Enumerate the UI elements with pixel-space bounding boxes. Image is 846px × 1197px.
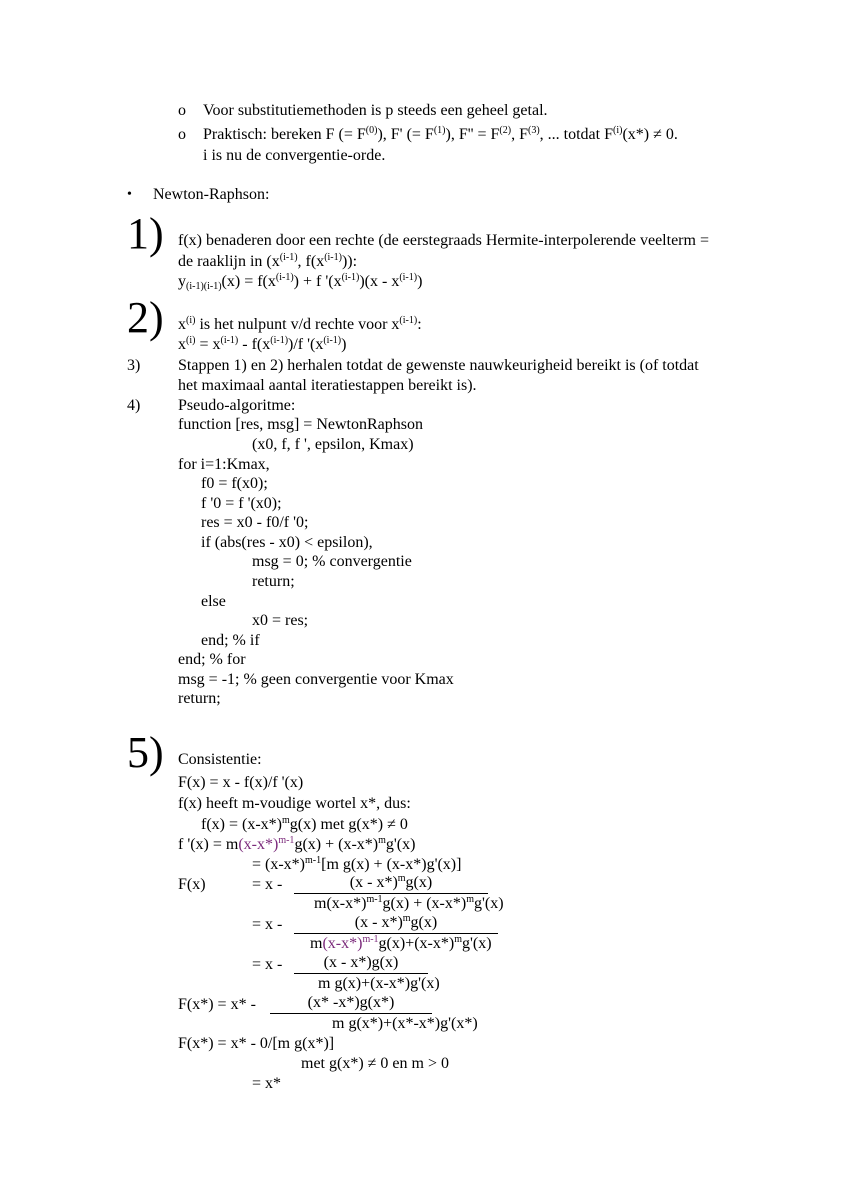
step-text: het maximaal aantal iteratiestappen bereikt is). bbox=[178, 377, 477, 394]
code-line: end; % for bbox=[178, 651, 246, 668]
code-line: function [res, msg] = NewtonRaphson bbox=[178, 416, 423, 433]
step-text: de raaklijn in ($x^{(i-1)}$, $f(x^{(i-1)})$): bbox=[178, 252, 358, 270]
step-text: f(x) benaderen door een rechte (de eerstegraads Hermite-interpolerende veelterm = bbox=[178, 232, 709, 249]
sub-bullet-marker: o bbox=[178, 126, 186, 143]
step-text: $x^{(i)}$ is het nulpunt v/d rechte voor $x^{(i-1)}$: bbox=[178, 315, 422, 333]
fraction-denominator: m g(x)+(x-x*)g'(x) bbox=[318, 975, 440, 992]
equation-label: F(x) bbox=[178, 876, 206, 893]
sub-bullet-marker: o bbox=[178, 102, 186, 119]
code-line: x0 = res; bbox=[252, 612, 309, 629]
code-line: else bbox=[201, 593, 226, 610]
equation: F(x*) = x* - bbox=[178, 996, 256, 1013]
bullet-marker: • bbox=[127, 187, 132, 202]
fraction-numerator: (x* -x*)g(x*) bbox=[270, 993, 432, 1014]
code-line: msg = -1; % geen convergentie voor Kmax bbox=[178, 671, 454, 688]
code-line: return; bbox=[178, 690, 221, 707]
code-line: res = x0 - f0/f '0; bbox=[201, 514, 309, 531]
step-title: Pseudo-algoritme: bbox=[178, 397, 296, 414]
step-number: 3) bbox=[127, 357, 141, 374]
code-line: return; bbox=[252, 573, 295, 590]
code-line: f0 = f(x0); bbox=[201, 475, 268, 492]
equation: = x - bbox=[252, 876, 283, 893]
fraction-denominator: $m(x-x*)^{m-1}g(x) + (x-x*)^mg'(x)$ bbox=[314, 894, 504, 912]
code-line: if (abs(res - x0) < epsilon), bbox=[201, 534, 373, 551]
code-line: msg = 0; % convergentie bbox=[252, 553, 412, 570]
code-line: (x0, f, f ', epsilon, Kmax) bbox=[252, 436, 414, 453]
step-title: Consistentie: bbox=[178, 751, 262, 768]
code-line: for i=1:Kmax, bbox=[178, 456, 270, 473]
code-line: end; % if bbox=[201, 632, 260, 649]
equation: f(x) heeft m-voudige wortel x*, dus: bbox=[178, 795, 411, 812]
step-number: 4) bbox=[127, 397, 141, 414]
step-number: 2) bbox=[127, 293, 164, 342]
equation: $x^{(i)} = x^{(i-1)} - f(x^{(i-1)})/f$ '$(x^{(i-1)})$ bbox=[178, 335, 347, 353]
section-heading: Newton-Raphson: bbox=[153, 186, 270, 203]
sub-bullet-continuation: i is nu de convergentie-orde. bbox=[203, 147, 386, 164]
step-number: 1) bbox=[127, 209, 164, 258]
step-number: 5) bbox=[127, 728, 164, 777]
equation: = x* bbox=[252, 1075, 282, 1092]
equation: f '$(x) = m(x-x*)^{m-1}g(x) + (x-x*)^mg'(x)$ bbox=[178, 835, 416, 853]
equation: met g(x*) ≠ 0 en m > 0 bbox=[301, 1055, 449, 1072]
fraction-numerator: (x - x*)$^m$g(x) bbox=[294, 913, 498, 934]
code-line: f '0 = f '(x0); bbox=[201, 495, 282, 512]
fraction-numerator: (x - x*)g(x) bbox=[294, 953, 428, 974]
equation: $f(x) = (x-x*)^mg(x)$ met g(x*) ≠ 0 bbox=[201, 815, 408, 833]
equation: = x - bbox=[252, 956, 283, 973]
equation: $y_{(i-1)(i-1)}(x) = f(x^{(i-1)}) + f$ '$(x^{(i-1)})(x - x^{(i-1)})$ bbox=[178, 272, 423, 292]
equation: F(x) = x - f(x)/f '(x) bbox=[178, 774, 304, 791]
sub-bullet-text: Praktisch: bereken F (= $F^{(0)}$), F' (= $F^{(1)}$), $F'' = F^{(2)}$, $F^{(3)}$, ... totdat $F^{(i)}(x*) \ne 0$. bbox=[203, 125, 678, 143]
equation: F(x*) = x* - 0/[m g(x*)] bbox=[178, 1035, 335, 1052]
equation: = x - bbox=[252, 916, 283, 933]
sub-bullet-text: Voor substitutiemethoden is p steeds een geheel getal. bbox=[203, 102, 548, 119]
fraction-numerator: (x - x*)$^m$g(x) bbox=[294, 873, 488, 894]
equation: = $(x-x*)^{m-1}[m$ g(x) + (x-x*)g'(x)] bbox=[252, 855, 462, 873]
fraction-denominator: m g(x*)+(x*-x*)g'(x*) bbox=[332, 1015, 478, 1032]
fraction-denominator: $m(x-x*)^{m-1}g(x)+(x-x*)^mg'(x)$ bbox=[310, 934, 492, 952]
step-text: Stappen 1) en 2) herhalen totdat de gewenste nauwkeurigheid bereikt is (of totdat bbox=[178, 357, 699, 374]
